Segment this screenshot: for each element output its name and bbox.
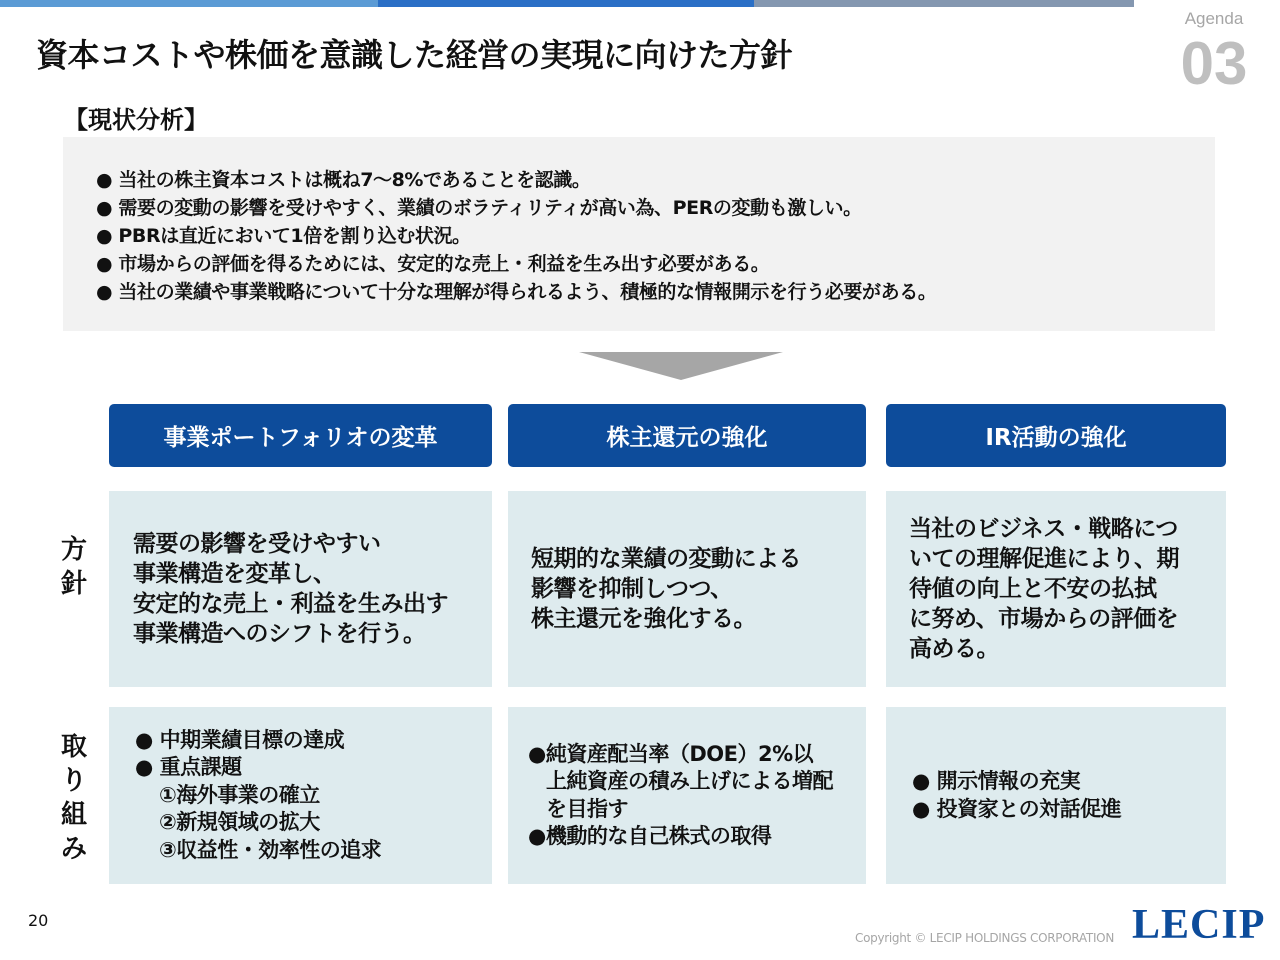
status-heading: 【現状分析】 (64, 106, 208, 134)
policy-cell-shareholder-returns: 短期的な業績の変動による 影響を抑制しつつ、 株主還元を強化する。 (508, 491, 866, 687)
copyright-notice: Copyright © LECIP HOLDINGS CORPORATION (855, 931, 1115, 945)
agenda-label: Agenda (1184, 9, 1244, 28)
status-line: ● 当社の株主資本コストは概ね7～8%であることを認識。 (96, 169, 591, 191)
column-header-business-portfolio: 事業ポートフォリオの変革 (109, 404, 492, 467)
initiatives-cell-ir-activities: ● 開示情報の充実 ● 投資家との対話促進 (886, 707, 1226, 884)
row-label-policy: 方 針 (60, 535, 87, 599)
top-bar-segment-1 (0, 0, 378, 7)
policy-cell-business-portfolio: 需要の影響を受けやすい 事業構造を変革し、 安定的な売上・利益を生み出す 事業構造へのシフトを行う。 (109, 491, 492, 687)
initiatives-cell-shareholder-returns: ●純資産配当率（DOE）2%以 上純資産の積み上げによる増配 を目指す ●機動的な自己株式の取得 (508, 707, 866, 884)
status-line: ● PBRは直近において1倍を割り込む状況。 (96, 225, 471, 247)
lecip-logo: LECIP (1132, 902, 1266, 948)
page-number: 20 (28, 911, 49, 930)
page-title: 資本コストや株価を意識した経営の実現に向けた方針 (36, 36, 793, 74)
column-header-ir-activities: IR活動の強化 (886, 404, 1226, 467)
down-arrow-icon (579, 352, 783, 380)
column-header-shareholder-returns: 株主還元の強化 (508, 404, 866, 467)
top-bar-segment-2 (378, 0, 754, 7)
status-box (63, 137, 1215, 331)
status-line: ● 需要の変動の影響を受けやすく、業績のボラティリティが高い為、PERの変動も激しい。 (96, 197, 862, 219)
status-line: ● 当社の業績や事業戦略について十分な理解が得られるよう、積極的な情報開示を行う必要がある。 (96, 281, 937, 303)
top-bar-segment-3 (754, 0, 1134, 7)
row-label-initiatives: 取 り 組 み (60, 732, 87, 864)
agenda-number: 03 (1180, 30, 1248, 97)
status-line: ● 市場からの評価を得るためには、安定的な売上・利益を生み出す必要がある。 (96, 253, 770, 275)
policy-cell-ir-activities: 当社のビジネス・戦略につ いての理解促進により、期 待値の向上と不安の払拭 に努め、市場からの評価を 高める。 (886, 491, 1226, 687)
initiatives-cell-business-portfolio: ● 中期業績目標の達成 ● 重点課題 ①海外事業の確立 ②新規領域の拡大 ③収益性・効率性の追求 (109, 707, 492, 884)
